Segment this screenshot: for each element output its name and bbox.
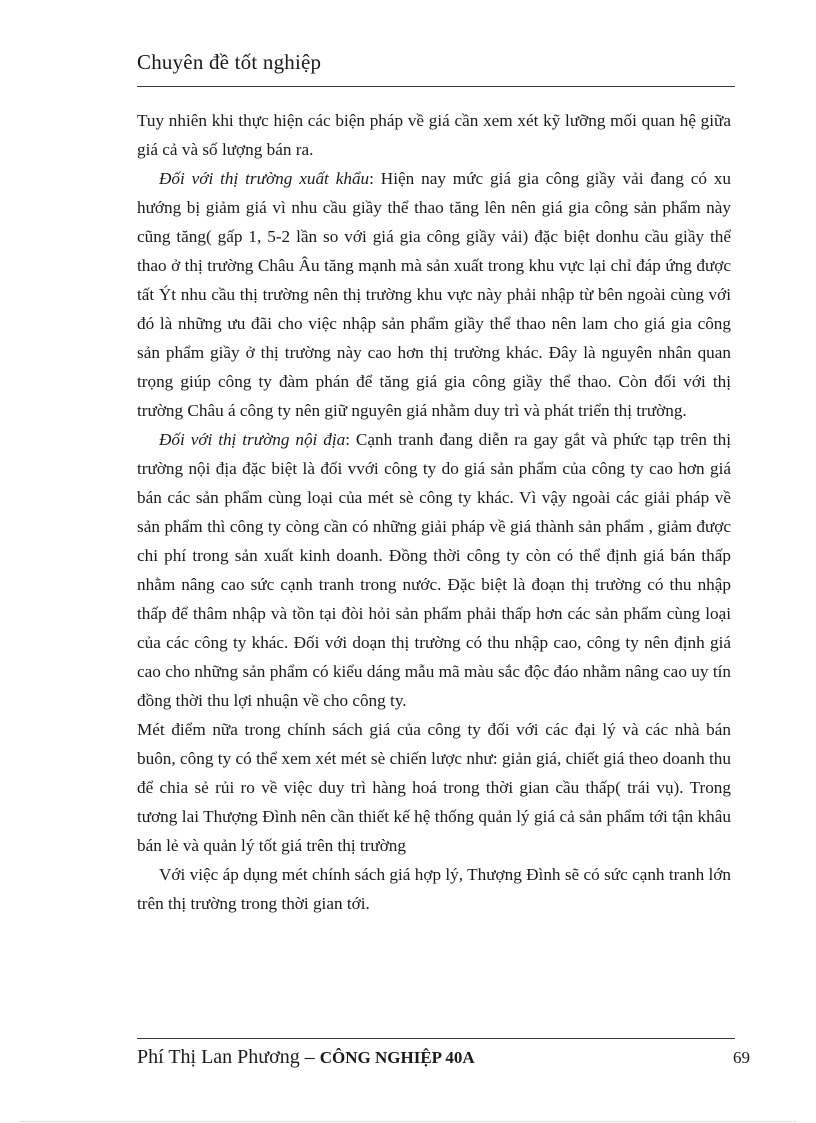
paragraph-4 [137, 715, 731, 860]
paragraph-3-lead: Đối với thị trường nội địa [159, 430, 346, 449]
paragraph-5 [137, 860, 731, 918]
department-name: CÔNG NGHIỆP 40A [319, 1048, 475, 1067]
paragraph-1 [137, 106, 731, 164]
paragraph-5-text: Với việc áp dụng mét chính sách giá hợp lý, Thượng Đình sẽ có sức cạnh tranh lớn trên thị trường trong thời gian tới. [137, 865, 731, 913]
paragraph-1-text: Tuy nhiên khi thực hiện các biện pháp về giá cần xem xét kỹ lưỡng mối quan hệ giữa giá cả và số lượng bán ra. [137, 111, 731, 159]
author-name: Phí Thị Lan Phương – [137, 1046, 320, 1068]
paragraph-4-text: Mét điểm nữa trong chính sách giá của công ty đối với các đại lý và các nhà bán buôn, công ty có thể xem xét mét sè chiến lược như: giản giá, chiết giá theo doanh thu để chia sẻ rủi ro về việc duy trì hàng hoá trong thời gian cầu thấp( trái vụ). Trong tương lai Thượng Đình nên cần thiết kế hệ thống quản lý giá cả sản phẩm tới tận khâu bán lẻ và quản lý tốt giá trên thị trường [137, 720, 731, 855]
document-body [137, 106, 731, 918]
paragraph-3-text: : Cạnh tranh đang diễn ra gay gắt và phức tạp trên thị trường nội địa đặc biệt là đối vvới công ty do giá sản phẩm của công ty cao hơn giá bán các sản phẩm cùng loại của mét sè công ty khác. Vì vậy ngoài các giải pháp về sản phẩm thì công ty còng cần có những giải pháp về giá thành sản phẩm , giảm được chi phí trong sản xuất kinh doanh. Đồng thời công ty còn có thể định giá bán thấp nhằm nâng cao sức cạnh tranh trong nước. Đặc biệt là đoạn thị trường có thu nhập thấp để thâm nhập và tồn tại đòi hỏi sản phẩm phải thấp hơn các sản phẩm cùng loại của các công ty khác. Đối với doạn thị trường có thu nhập cao, công ty nên định giá cao cho những sản phẩm có kiểu dáng mẫu mã màu sắc độc đáo nhằm nâng cao uy tín đồng thời thu lợi nhuận về cho công ty. [137, 430, 731, 710]
header-divider [137, 86, 735, 87]
page-number: 69 [733, 1048, 750, 1067]
page-bottom-border [20, 1121, 796, 1122]
page-header-title: Chuyên đề tốt nghiệp [137, 50, 322, 74]
paragraph-2 [137, 164, 731, 425]
footer-author-line [137, 1046, 475, 1069]
paragraph-3 [137, 425, 731, 715]
footer-divider [137, 1038, 735, 1039]
paragraph-2-text: : Hiện nay mức giá gia công giầy vải đang có xu hướng bị giảm giá vì nhu cầu giầy thể thao tăng lên nên giá gia công sản phẩm này cũng tăng( gấp 1, 5-2 lần so với giá gia công giầy vải) đặc biệt donhu cầu giầy thể thao ở thị trường Châu Âu tăng mạnh mà sản xuất trong khu vực lại chỉ đáp ứng được tất Ýt nhu cầu thị trường nên thị trường khu vực này phải nhập từ bên ngoài cùng với đó là những ưu đãi cho việc nhập sản phẩm giầy thể thao nên lam cho giá gia công sản phẩm giầy ở thị trường này cao hơn thị trường khác. Đây là nguyên nhân quan trọng giúp công ty đàm phán để tăng giá gia công giầy thể thao. Còn đối với thị trường Châu á công ty nên giữ nguyên giá nhằm duy trì và phát triển thị trường. [137, 169, 732, 420]
paragraph-2-lead: Đối với thị trường xuất khẩu [159, 169, 370, 188]
